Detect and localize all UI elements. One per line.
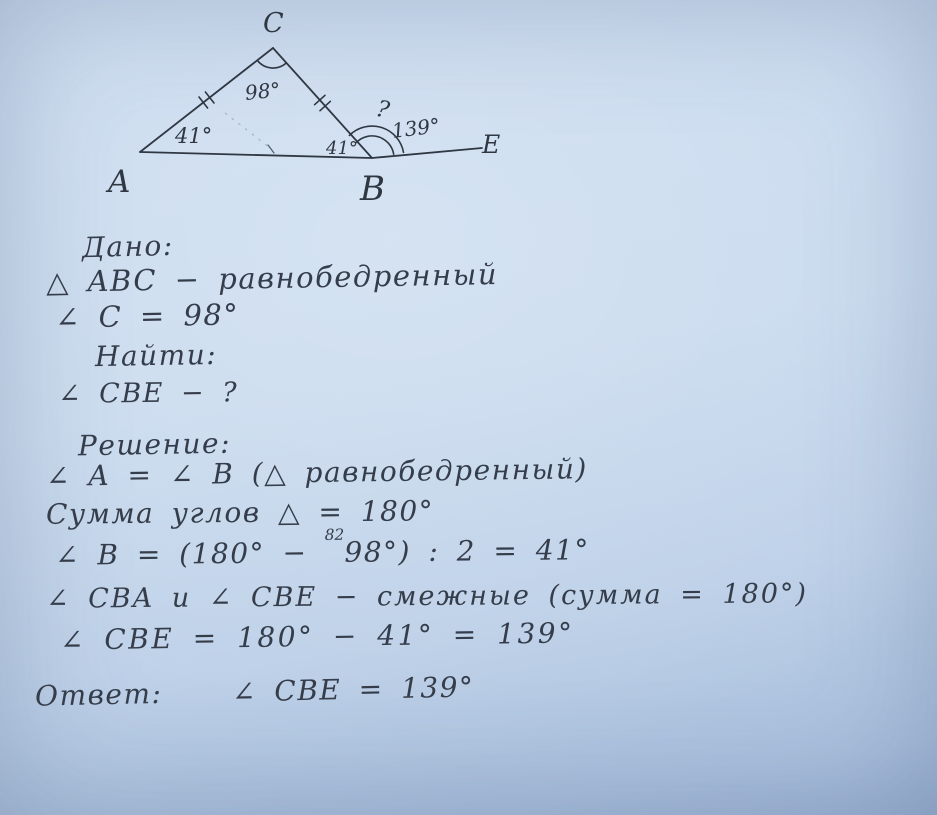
answer-label: Ответ:: [34, 676, 163, 713]
answer-value: ∠ CBE = 139°: [231, 670, 475, 709]
angle-label-c: 98°: [243, 77, 282, 105]
solution-step-cbe: ∠ CBE = 180° − 41° = 139°: [59, 616, 575, 657]
find-line: ∠ CBE − ?: [57, 377, 239, 410]
angle-label-a: 41°: [175, 124, 213, 148]
find-header: Найти:: [94, 337, 218, 374]
unknown-angle-mark: ?: [373, 95, 392, 125]
solution-step-adjacent: ∠ CBA и ∠ CBE − смежные (сумма = 180°): [45, 578, 809, 615]
solution-header: Решение:: [77, 426, 232, 463]
triangle-diagram: [0, 0, 937, 225]
pencil-guide-tick: [268, 145, 274, 153]
angle-arc-c: [257, 60, 286, 68]
base-line-abe: [140, 148, 482, 158]
carry-note-82: 82: [324, 525, 345, 545]
solution-step-equal-angles: ∠ A = ∠ B (△ равнобедренный): [45, 452, 589, 493]
vertex-label-c: C: [263, 8, 284, 39]
given-line-isosceles: △ ABC − равнобедренный: [45, 257, 499, 299]
answer-line: [35, 670, 475, 712]
given-line-angle-c: ∠ C = 98°: [54, 297, 240, 335]
step-angle-b-post: 98°) : 2 = 41°: [344, 533, 591, 569]
given-header: Дано:: [81, 228, 175, 265]
solution-step-angle-b: [54, 525, 591, 572]
vertex-label-a: A: [108, 164, 131, 200]
vertex-label-b: B: [360, 169, 385, 209]
angle-label-cbe: 139°: [390, 113, 442, 143]
pencil-guide-line: [225, 113, 270, 148]
step-angle-b-pre: ∠ B = (180° −: [54, 535, 326, 572]
solution-step-angle-sum: Сумма углов △ = 180°: [45, 494, 435, 531]
angle-label-b: 41°: [326, 138, 358, 159]
point-label-e: E: [482, 130, 501, 159]
